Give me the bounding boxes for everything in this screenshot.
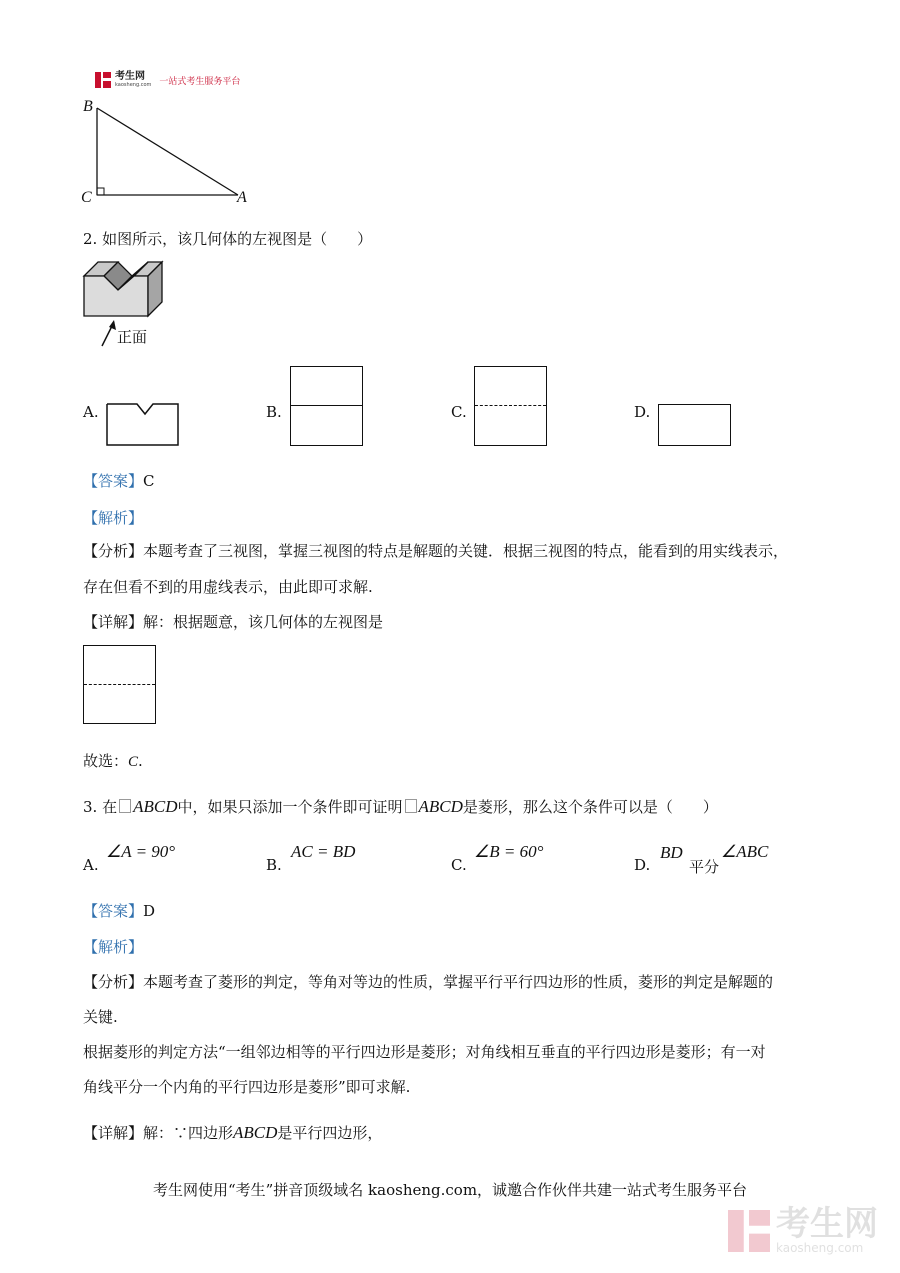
q2-stem-text: 如图所示，该几何体的左视图是（ ） [102,230,373,248]
right-triangle-figure [80,98,260,210]
logo-slogan: 一站式考生服务平台 [159,76,241,87]
q2-option-c-label: C. [451,403,467,421]
q3-analysis-line2: 关键. [83,1008,118,1026]
watermark-domain: kaosheng.com [776,1241,864,1255]
q3-analysis-text1: 本题考查了菱形的判定，等角对等边的性质，掌握平行平行四边形的性质，菱形的判定是解题的 [143,973,774,991]
q3-detail-m: ABCD [233,1123,278,1142]
q3-stem-p3: 是菱形，那么这个条件可以是（ ） [462,798,718,816]
q2-analysis-label: 【分析】 [83,542,144,560]
q2-option-c-figure [474,366,547,446]
q2-stem [83,229,372,249]
logo-wordmark [115,72,151,88]
parallelogram-symbol-icon [405,799,417,813]
q3-analysis-tag: 【解析】 [83,938,144,956]
q2-analysis-line1 [83,541,788,561]
watermark-logo [728,1204,878,1255]
q2-detail-text: 解：根据题意，该几何体的左视图是 [143,613,384,631]
q3-detail-label: 【详解】 [83,1124,144,1142]
q3-detail-line [83,1123,382,1143]
q2-solution-figure [83,645,156,724]
q2-choose-prefix: 故选： [83,752,129,770]
q2-option-a-figure [105,402,181,448]
watermark-logo-icon [728,1210,770,1252]
q2-option-d-label: D. [634,403,651,421]
q2-solution-dashed-line [84,684,155,685]
vertex-c-label: C [81,189,92,206]
logo-domain: kaosheng.com [115,82,152,88]
q3-option-a-label: A. [83,856,99,874]
q3-stem-m2: ABCD [418,797,463,816]
q3-option-d-m1: BD [660,843,683,862]
front-label: 正面 [117,328,148,346]
q3-option-a: ∠A = 90° [106,842,176,861]
q2-answer: C [143,472,155,490]
q2-option-b-solid-line [291,405,362,406]
q2-option-b-figure [290,366,363,446]
q2-analysis-tag: 【解析】 [83,509,144,527]
q3-analysis-line4: 角线平分一个内角的平行四边形是菱形”即可求解. [83,1078,411,1096]
page-footer: 考生网使用“考生”拼音顶级域名 kaosheng.com，诚邀合作伙伴共建一站式考生服务平台 [152,1181,748,1199]
q3-answer: D [143,902,156,920]
q3-option-d-label: D. [634,856,651,874]
q3-number: 3. [83,798,98,816]
q2-number: 2. [83,230,98,248]
vertex-a-label: A [237,189,247,206]
watermark-name: 考生网 [776,1204,878,1244]
q3-stem-p2: 中，如果只添加一个条件即可证明 [177,798,403,816]
q3-option-c: ∠B = 60° [474,842,544,861]
q3-answer-line [83,901,155,921]
q3-answer-tag: 【答案】 [83,902,144,920]
vertex-b-label: B [83,98,93,115]
q3-analysis-label: 【分析】 [83,973,144,991]
q3-option-d-m2: ∠ABC [721,842,769,861]
q2-option-a-label: A. [83,403,99,421]
q2-analysis-line2: 存在但看不到的用虚线表示，由此即可求解. [83,578,373,596]
q3-stem-m1: ABCD [133,797,178,816]
q2-choose-line [83,751,143,772]
q2-answer-line [83,471,155,491]
logo-name: 考生网 [115,71,145,82]
q3-analysis-line1 [83,972,773,992]
q3-stem-p1: 在 [102,798,118,816]
q2-option-c-dashed-line [475,405,546,406]
q3-detail-p1: 解：∵四边形 [143,1124,234,1142]
q3-detail-p2: 是平行四边形， [277,1124,383,1142]
q2-option-d-figure [658,404,731,446]
q3-option-c-label: C. [451,856,467,874]
q2-analysis-text1: 本题考查了三视图，掌握三视图的特点是解题的关键．根据三视图的特点，能看到的用实线表示， [143,542,789,560]
q2-answer-tag: 【答案】 [83,472,144,490]
header-logo [95,72,240,88]
watermark-wordmark [776,1204,878,1255]
q3-option-b: AC = BD [291,842,356,861]
q3-stem [83,797,718,817]
q3-option-b-label: B. [266,856,282,874]
kaosheng-logo-icon [95,72,111,88]
q2-choose-answer: C [128,754,139,770]
q2-detail-label: 【详解】 [83,613,144,631]
q2-detail-line [83,612,383,632]
q3-analysis-line3: 根据菱形的判定方法“一组邻边相等的平行四边形是菱形；对角线相互垂直的平行四边形是菱形；有一对 [83,1043,766,1061]
q2-option-b-label: B. [266,403,282,421]
q2-choose-suffix: . [138,752,143,770]
parallelogram-symbol-icon [119,799,131,813]
q3-option-d-text: 平分 [689,858,720,876]
